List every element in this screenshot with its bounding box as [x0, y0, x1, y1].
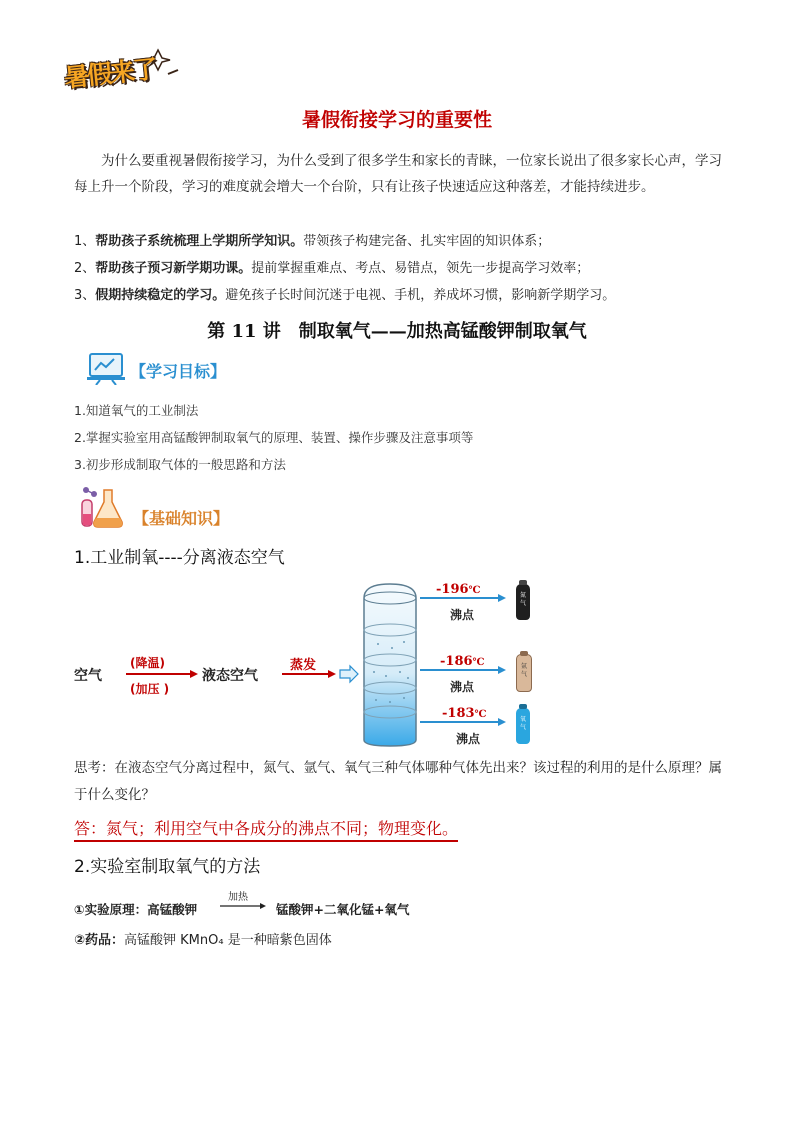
- principle-label: ①实验原理：高锰酸钾: [74, 902, 198, 917]
- intro-paragraph: 为什么要重视暑假衔接学习，为什么受到了很多学生和家长的青睐，一位家长说出了很多家长心声，学习每上升一个阶段，学习的难度就会增大一个台阶，只有让孩子快速适应这种落差，才能持续进步。: [74, 153, 722, 195]
- goal-item-1: 1.知道氧气的工业制法: [74, 403, 199, 418]
- cool-label: (降温): [130, 656, 165, 670]
- principle-products: 锰酸钾+二氧化锰+氧气: [276, 902, 410, 917]
- goal-item-2: 2.掌握实验室用高锰酸钾制取氧气的原理、装置、操作步骤及注意事项等: [74, 430, 474, 445]
- press-label: (加压 ): [130, 682, 170, 696]
- temp-value: -186: [440, 654, 473, 669]
- reaction-arrow-icon: [218, 888, 268, 912]
- boiling-label-2: 沸点: [450, 680, 475, 694]
- heat-condition: 加热: [228, 892, 248, 903]
- air-separation-diagram: [74, 580, 544, 750]
- argon-bottle-icon: [516, 654, 532, 692]
- liquid-air-label: 液态空气: [202, 668, 258, 684]
- item-bold: 假期持续稳定的学习。: [95, 288, 226, 303]
- goal-item-3: 3.初步形成制取气体的一般思路和方法: [74, 457, 286, 472]
- item-bold: 帮助孩子系统梳理上学期所学知识。: [95, 234, 304, 249]
- oxygen-bottle-icon: [516, 708, 530, 744]
- item-text: 提前掌握重难点、考点、易错点，领先一步提高学习效率；: [251, 261, 590, 276]
- reagent-text: 高锰酸钾 KMnO₄ 是一种暗紫色固体: [124, 933, 332, 948]
- item-bold: 帮助孩子预习新学期功课。: [95, 261, 252, 276]
- temp-value: -196: [436, 582, 469, 597]
- boiling-temp-3: [442, 706, 487, 721]
- think-question: 思考：在液态空气分离过程中，氮气、氩气、氧气三种气体哪种气体先出来？该过程的利用的是什么原理？属于什么变化？: [74, 760, 722, 803]
- flask-icon: [76, 484, 126, 530]
- bottle-label: 氧气: [519, 716, 526, 731]
- intro-item-3: [74, 285, 724, 307]
- item-text: 避免孩子长时间沉迷于电视、手机，养成坏习惯，影响新学期学习。: [225, 288, 616, 303]
- boiling-label-1: 沸点: [450, 608, 475, 622]
- page-title: 暑假衔接学习的重要性: [301, 109, 492, 131]
- bottle-label: 氮气: [519, 592, 526, 607]
- nitrogen-bottle-icon: [516, 584, 530, 620]
- item-number: 3、: [74, 288, 96, 303]
- boiling-temp-2: [440, 654, 485, 669]
- intro-item-2: [74, 258, 724, 280]
- temp-unit: ℃: [474, 709, 487, 720]
- evaporate-label: 蒸发: [290, 658, 317, 673]
- boiling-temp-1: [436, 582, 481, 597]
- summer-logo: [58, 40, 188, 102]
- air-label: 空气: [74, 668, 102, 684]
- basics-label: 【基础知识】: [133, 509, 230, 528]
- item-text: 带领孩子构建完备、扎实牢固的知识体系；: [303, 234, 551, 249]
- whiteboard-icon: [86, 351, 126, 385]
- lecture-title: 第 11 讲 制取氧气——加热高锰酸钾制取氧气: [207, 321, 587, 342]
- intro-item-1: [74, 231, 724, 253]
- logo-text: 暑假来了: [62, 54, 158, 93]
- think-answer: 答：氮气；利用空气中各成分的沸点不同；物理变化。: [74, 816, 458, 842]
- boiling-label-3: 沸点: [456, 732, 481, 746]
- temp-unit: ℃: [472, 657, 485, 668]
- section2-title: 2.实验室制取氧气的方法: [74, 857, 261, 877]
- temp-unit: ℃: [468, 585, 481, 596]
- item-number: 2、: [74, 261, 96, 276]
- goals-label: 【学习目标】: [130, 362, 227, 381]
- reagent-line: [74, 929, 332, 948]
- item-number: 1、: [74, 234, 96, 249]
- temp-value: -183: [442, 706, 475, 721]
- section1-title: 1.工业制氧----分离液态空气: [74, 548, 285, 568]
- bottle-label: 氩气: [520, 663, 527, 678]
- heat-arrow: [218, 888, 268, 912]
- reagent-label: ②药品：: [74, 933, 125, 948]
